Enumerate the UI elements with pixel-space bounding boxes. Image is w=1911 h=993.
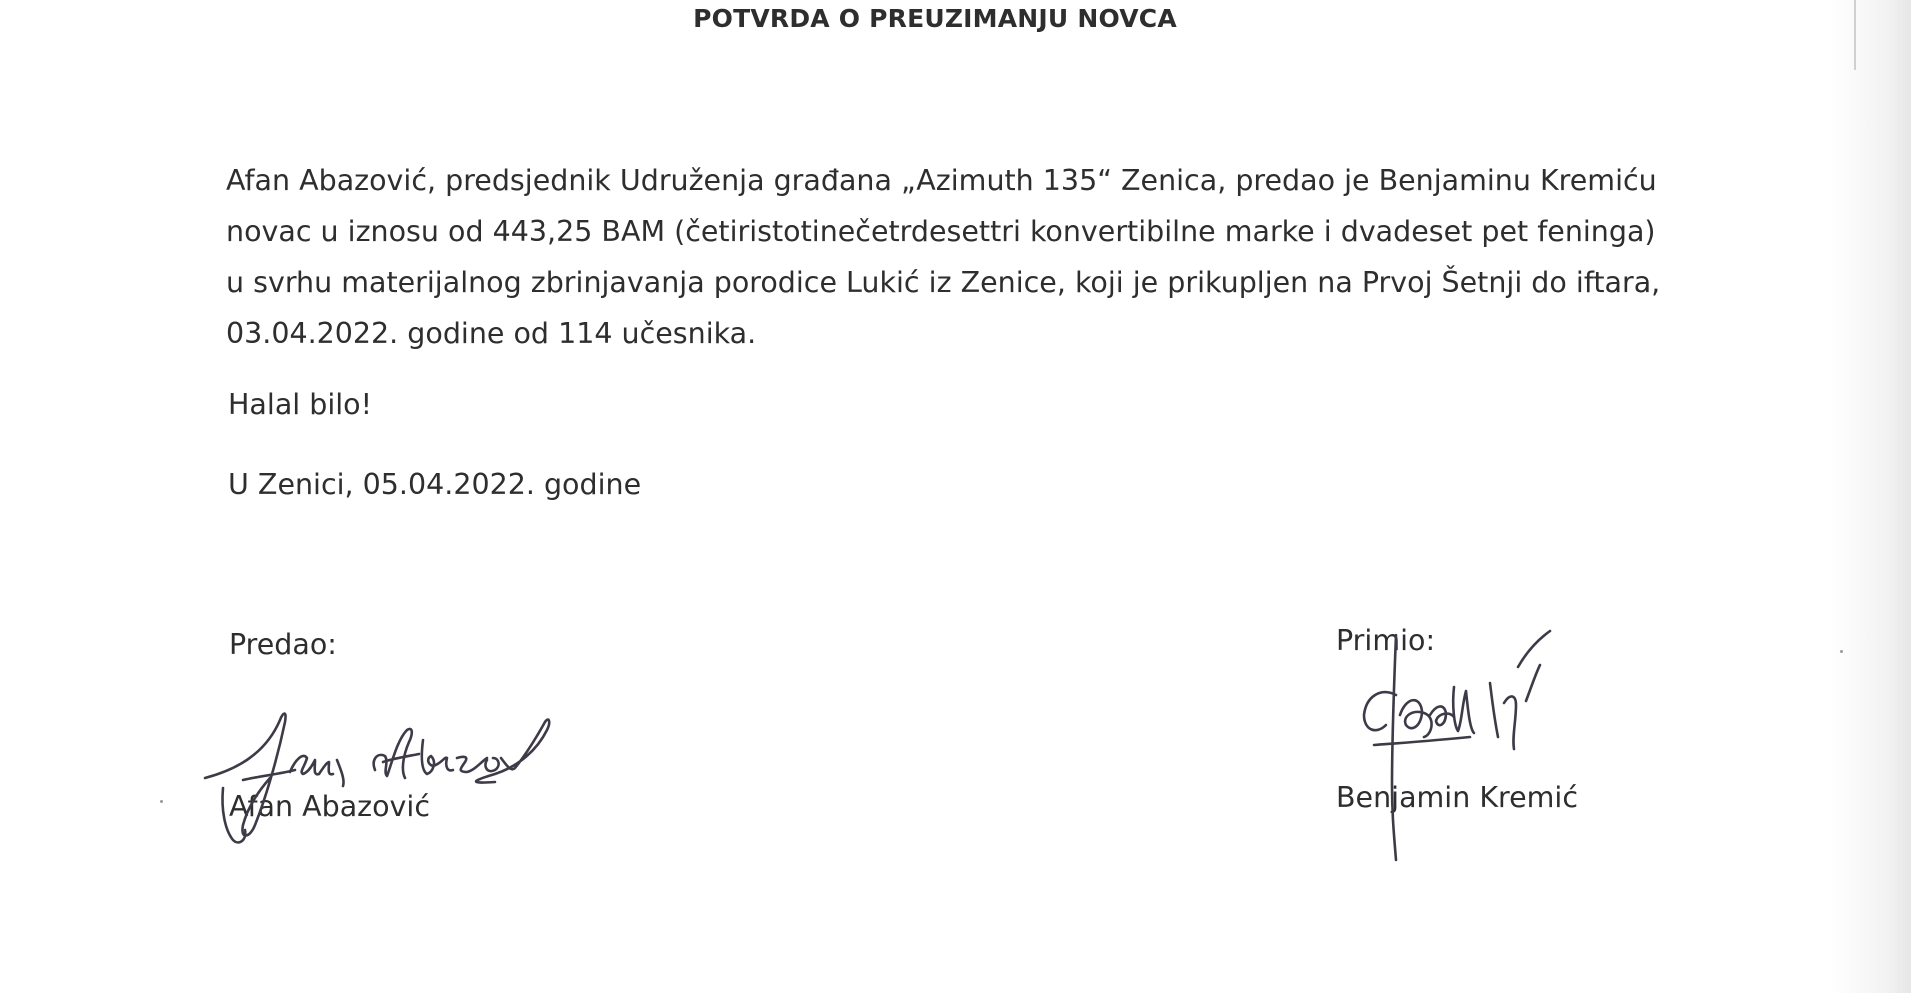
handover-name: Afan Abazović — [229, 790, 431, 823]
handover-label: Predao: — [229, 628, 337, 661]
paragraph-line: Afan Abazović, predsjednik Udruženja građana „Azimuth 135“ Zenica, predao je Benjaminu Kremiću — [226, 164, 1657, 197]
left-signature-drawing — [195, 700, 605, 850]
paragraph-line: 03.04.2022. godine od 114 učesnika. — [226, 317, 757, 350]
scan-speck — [160, 800, 163, 803]
place-and-date: U Zenici, 05.04.2022. godine — [228, 468, 642, 501]
scan-speck — [1840, 650, 1843, 653]
paragraph-line: u svrhu materijalnog zbrinjavanja porodice Lukić iz Zenice, koji je prikupljen na Prvoj Šetnji do iftara, — [226, 266, 1661, 299]
closing-greeting: Halal bilo! — [228, 388, 373, 421]
right-signature-drawing — [1340, 625, 1620, 865]
receiver-label: Primio: — [1336, 624, 1436, 657]
main-paragraph — [226, 155, 1661, 359]
receiver-name: Benjamin Kremić — [1336, 781, 1578, 814]
scan-edge-shadow — [1831, 0, 1911, 993]
paragraph-line: novac u iznosu od 443,25 BAM (četiristotinečetrdesettri konvertibilne marke i dvadeset pet feninga) — [226, 215, 1656, 248]
document-title: POTVRDA O PREUZIMANJU NOVCA — [693, 4, 1177, 33]
